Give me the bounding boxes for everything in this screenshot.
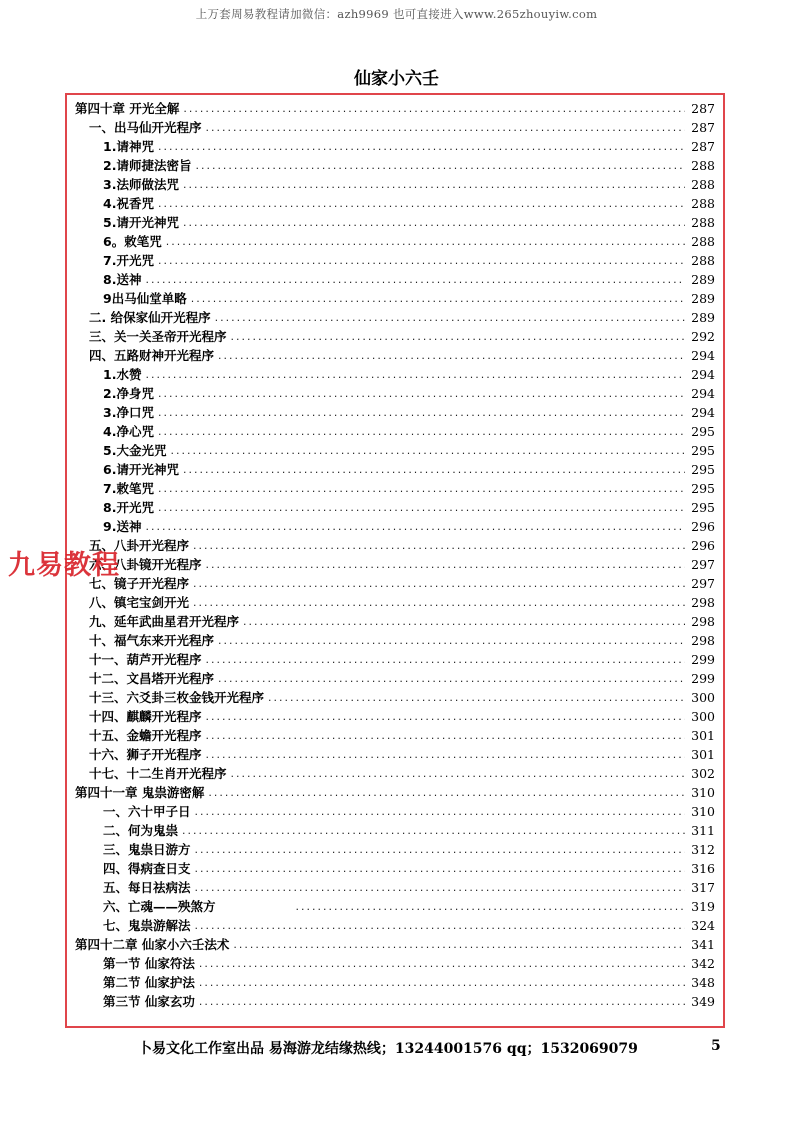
toc-dot-leader (193, 593, 685, 612)
toc-dot-leader (195, 859, 685, 878)
toc-dot-leader (195, 916, 685, 935)
toc-dot-leader (158, 384, 685, 403)
toc-entry-label: 五、八卦开光程序 (89, 538, 190, 553)
toc-dot-leader (233, 935, 685, 954)
toc-entry[interactable] (75, 707, 715, 726)
toc-entry-page: 289 (691, 310, 715, 325)
toc-list (75, 99, 715, 1011)
toc-entry-label: 七、镜子开光程序 (89, 576, 190, 591)
toc-dot-leader (158, 498, 685, 517)
table-of-contents (65, 93, 725, 1028)
toc-entry-label: 一、六十甲子日 (103, 804, 191, 819)
toc-entry-page: 342 (691, 956, 715, 971)
toc-entry-page: 317 (691, 880, 715, 895)
toc-entry[interactable] (75, 251, 715, 270)
toc-entry-page: 294 (691, 405, 715, 420)
toc-entry-label: 9.送神 (103, 519, 142, 534)
toc-entry-label: 4.祝香咒 (103, 196, 154, 211)
toc-entry[interactable] (75, 726, 715, 745)
toc-dot-leader (208, 783, 685, 802)
toc-dot-leader (158, 422, 685, 441)
toc-entry[interactable] (75, 517, 715, 536)
toc-entry-label: 3.法师做法咒 (103, 177, 179, 192)
toc-entry[interactable] (75, 213, 715, 232)
toc-entry-label: 四、五路财神开光程序 (89, 348, 215, 363)
toc-dot-leader (218, 346, 685, 365)
toc-entry[interactable] (75, 384, 715, 403)
toc-entry-page: 312 (691, 842, 715, 857)
watermark: 九易教程 (8, 550, 120, 581)
toc-entry-page: 301 (691, 747, 715, 762)
toc-entry-label: 5.请开光神咒 (103, 215, 179, 230)
toc-entry[interactable] (75, 99, 715, 118)
toc-entry-page: 289 (691, 272, 715, 287)
toc-entry-label: 8.送神 (103, 272, 142, 287)
toc-entry[interactable] (75, 137, 715, 156)
toc-entry-page: 298 (691, 614, 715, 629)
toc-dot-leader (193, 536, 685, 555)
toc-entry[interactable] (75, 574, 715, 593)
toc-dot-leader (170, 441, 685, 460)
toc-entry[interactable] (75, 194, 715, 213)
toc-dot-leader (145, 365, 685, 384)
document-title: 仙家小六壬 (354, 69, 439, 89)
toc-entry-label: 六、八卦镜开光程序 (89, 557, 202, 572)
toc-entry-label: 八、镇宅宝剑开光 (89, 595, 190, 610)
toc-entry[interactable] (75, 954, 715, 973)
toc-entry-page: 297 (691, 576, 715, 591)
toc-entry[interactable] (75, 118, 715, 137)
toc-entry-label: 第四十章 开光全解 (75, 101, 180, 116)
toc-entry-page: 299 (691, 671, 715, 686)
toc-entry[interactable] (75, 669, 715, 688)
toc-entry-page: 316 (691, 861, 715, 876)
toc-entry-page: 310 (691, 785, 715, 800)
toc-entry[interactable] (75, 460, 715, 479)
toc-entry[interactable] (75, 802, 715, 821)
toc-entry-page: 294 (691, 348, 715, 363)
toc-entry-page: 349 (691, 994, 715, 1009)
toc-entry[interactable] (75, 650, 715, 669)
toc-entry-label: 8.开光咒 (103, 500, 154, 515)
toc-dot-leader (183, 175, 685, 194)
toc-entry-page: 298 (691, 633, 715, 648)
toc-entry-label: 十六、狮子开光程序 (89, 747, 202, 762)
toc-dot-leader (195, 878, 685, 897)
toc-entry-page: 299 (691, 652, 715, 667)
toc-entry[interactable] (75, 935, 715, 954)
toc-entry[interactable] (75, 897, 715, 916)
toc-dot-leader (158, 251, 685, 270)
toc-entry[interactable] (75, 612, 715, 631)
toc-entry-label: 9出马仙堂单略 (103, 291, 187, 306)
toc-entry-page: 341 (691, 937, 715, 952)
toc-entry[interactable] (75, 688, 715, 707)
toc-entry-label: 第四十二章 仙家小六壬法术 (75, 937, 230, 952)
toc-entry[interactable] (75, 156, 715, 175)
toc-dot-leader (158, 479, 685, 498)
toc-entry[interactable] (75, 840, 715, 859)
toc-entry-label: 九、延年武曲星君开光程序 (89, 614, 240, 629)
toc-entry[interactable] (75, 745, 715, 764)
toc-entry-label: 7.开光咒 (103, 253, 154, 268)
page-footer: 卜易文化工作室出品 易海游龙结缘热线；13244001576 qq；1532069079 (138, 1041, 638, 1057)
toc-entry-page: 288 (691, 158, 715, 173)
toc-dot-leader (206, 707, 685, 726)
toc-entry-page: 296 (691, 538, 715, 553)
toc-entry-page: 295 (691, 443, 715, 458)
toc-entry-page: 295 (691, 500, 715, 515)
toc-entry-label: 十三、六爻卦三枚金钱开光程序 (89, 690, 265, 705)
toc-entry-page: 288 (691, 215, 715, 230)
toc-entry[interactable] (75, 289, 715, 308)
header-note: 上万套周易教程请加微信：azh9969 也可直接进入www.265zhouyiw.com (195, 7, 598, 21)
toc-entry-page: 300 (691, 690, 715, 705)
toc-dot-leader (243, 612, 685, 631)
toc-entry[interactable] (75, 821, 715, 840)
toc-dot-leader (183, 99, 685, 118)
toc-entry-label: 第二节 仙家护法 (103, 975, 195, 990)
toc-entry-label: 1.水赞 (103, 367, 142, 382)
toc-dot-leader (218, 631, 685, 650)
toc-entry-page: 288 (691, 196, 715, 211)
toc-dot-leader (158, 403, 685, 422)
toc-entry[interactable] (75, 327, 715, 346)
toc-entry-page: 301 (691, 728, 715, 743)
toc-entry-page: 288 (691, 234, 715, 249)
toc-dot-leader (206, 555, 685, 574)
toc-dot-leader (182, 821, 685, 840)
toc-entry-label: 7.敕笔咒 (103, 481, 154, 496)
toc-entry[interactable] (75, 859, 715, 878)
toc-entry-label: 二. 给保家仙开光程序 (89, 310, 211, 325)
toc-entry-label: 6.请开光神咒 (103, 462, 179, 477)
toc-entry-page: 302 (691, 766, 715, 781)
toc-dot-leader (191, 289, 685, 308)
toc-entry-label: 十二、文昌塔开光程序 (89, 671, 215, 686)
toc-entry[interactable] (75, 878, 715, 897)
toc-entry-label: 十一、葫芦开光程序 (89, 652, 202, 667)
toc-entry-label: 6。敕笔咒 (103, 234, 162, 249)
toc-dot-leader (215, 308, 685, 327)
toc-entry-label: 五、每日祛病法 (103, 880, 191, 895)
toc-entry-label: 三、关一关圣帝开光程序 (89, 329, 227, 344)
toc-entry-label: 十四、麒麟开光程序 (89, 709, 202, 724)
toc-entry[interactable] (75, 270, 715, 289)
toc-dot-leader (145, 270, 685, 289)
toc-entry-page: 287 (691, 101, 715, 116)
toc-entry[interactable] (75, 232, 715, 251)
page-number: 5 (711, 1038, 721, 1054)
toc-entry-label: 5.大金光咒 (103, 443, 167, 458)
toc-dot-leader (158, 194, 685, 213)
toc-dot-leader (195, 156, 685, 175)
toc-dot-leader (183, 460, 685, 479)
toc-entry[interactable] (75, 365, 715, 384)
toc-entry-page: 310 (691, 804, 715, 819)
toc-entry-page: 300 (691, 709, 715, 724)
toc-entry-page: 311 (691, 823, 715, 838)
toc-entry[interactable] (75, 308, 715, 327)
toc-dot-leader (166, 232, 685, 251)
toc-dot-leader (199, 973, 685, 992)
toc-dot-leader (193, 574, 685, 593)
toc-entry[interactable] (75, 992, 715, 1011)
toc-entry-page: 324 (691, 918, 715, 933)
toc-dot-leader (206, 650, 685, 669)
toc-dot-leader (206, 745, 685, 764)
toc-entry[interactable] (75, 441, 715, 460)
toc-entry-label: 第四十一章 鬼祟游密解 (75, 785, 205, 800)
toc-entry[interactable] (75, 175, 715, 194)
toc-entry-label: 十五、金蟾开光程序 (89, 728, 202, 743)
toc-entry[interactable] (75, 536, 715, 555)
toc-dot-leader (206, 118, 685, 137)
toc-entry-page: 295 (691, 424, 715, 439)
toc-entry[interactable] (75, 555, 715, 574)
toc-dot-leader (231, 327, 685, 346)
toc-entry-page: 292 (691, 329, 715, 344)
toc-dot-leader (296, 897, 685, 916)
toc-entry-label: 三、鬼祟日游方 (103, 842, 191, 857)
toc-entry[interactable] (75, 631, 715, 650)
toc-entry[interactable] (75, 422, 715, 441)
toc-entry-page: 288 (691, 253, 715, 268)
toc-entry-label: 1.请神咒 (103, 139, 154, 154)
toc-entry-page: 296 (691, 519, 715, 534)
toc-entry-label: 2.请师捷法密旨 (103, 158, 192, 173)
toc-dot-leader (206, 726, 685, 745)
toc-dot-leader (199, 954, 685, 973)
toc-entry-label: 十、福气东来开光程序 (89, 633, 215, 648)
toc-entry-label: 七、鬼祟游解法 (103, 918, 191, 933)
toc-entry-label: 六、亡魂——殃煞方 (103, 899, 216, 914)
toc-entry[interactable] (75, 403, 715, 422)
toc-entry-label: 3.净口咒 (103, 405, 154, 420)
toc-entry-page: 295 (691, 481, 715, 496)
toc-entry-page: 348 (691, 975, 715, 990)
toc-entry[interactable] (75, 593, 715, 612)
toc-entry-label: 2.净身咒 (103, 386, 154, 401)
toc-entry[interactable] (75, 498, 715, 517)
toc-dot-leader (195, 802, 685, 821)
toc-entry-page: 287 (691, 120, 715, 135)
toc-entry[interactable] (75, 783, 715, 802)
toc-entry-page: 295 (691, 462, 715, 477)
toc-entry-label: 四、得病查日支 (103, 861, 191, 876)
toc-entry-page: 288 (691, 177, 715, 192)
toc-entry[interactable] (75, 346, 715, 365)
toc-dot-leader (195, 840, 685, 859)
toc-entry-page: 289 (691, 291, 715, 306)
toc-entry-label: 二、何为鬼祟 (103, 823, 179, 838)
toc-dot-leader (268, 688, 685, 707)
toc-entry-page: 294 (691, 367, 715, 382)
toc-entry-page: 298 (691, 595, 715, 610)
toc-entry-label: 4.净心咒 (103, 424, 154, 439)
toc-dot-leader (158, 137, 685, 156)
toc-entry-label: 一、出马仙开光程序 (89, 120, 202, 135)
toc-entry-label: 第三节 仙家玄功 (103, 994, 195, 1009)
toc-dot-leader (218, 669, 685, 688)
toc-entry-page: 319 (691, 899, 715, 914)
toc-entry-page: 287 (691, 139, 715, 154)
toc-entry[interactable] (75, 916, 715, 935)
toc-entry[interactable] (75, 764, 715, 783)
toc-dot-leader (231, 764, 685, 783)
toc-entry[interactable] (75, 479, 715, 498)
toc-entry[interactable] (75, 973, 715, 992)
toc-entry-label: 第一节 仙家符法 (103, 956, 195, 971)
toc-dot-leader (183, 213, 685, 232)
toc-entry-page: 297 (691, 557, 715, 572)
toc-dot-leader (199, 992, 685, 1011)
toc-dot-leader (145, 517, 685, 536)
toc-entry-label: 十七、十二生肖开光程序 (89, 766, 227, 781)
toc-entry-page: 294 (691, 386, 715, 401)
